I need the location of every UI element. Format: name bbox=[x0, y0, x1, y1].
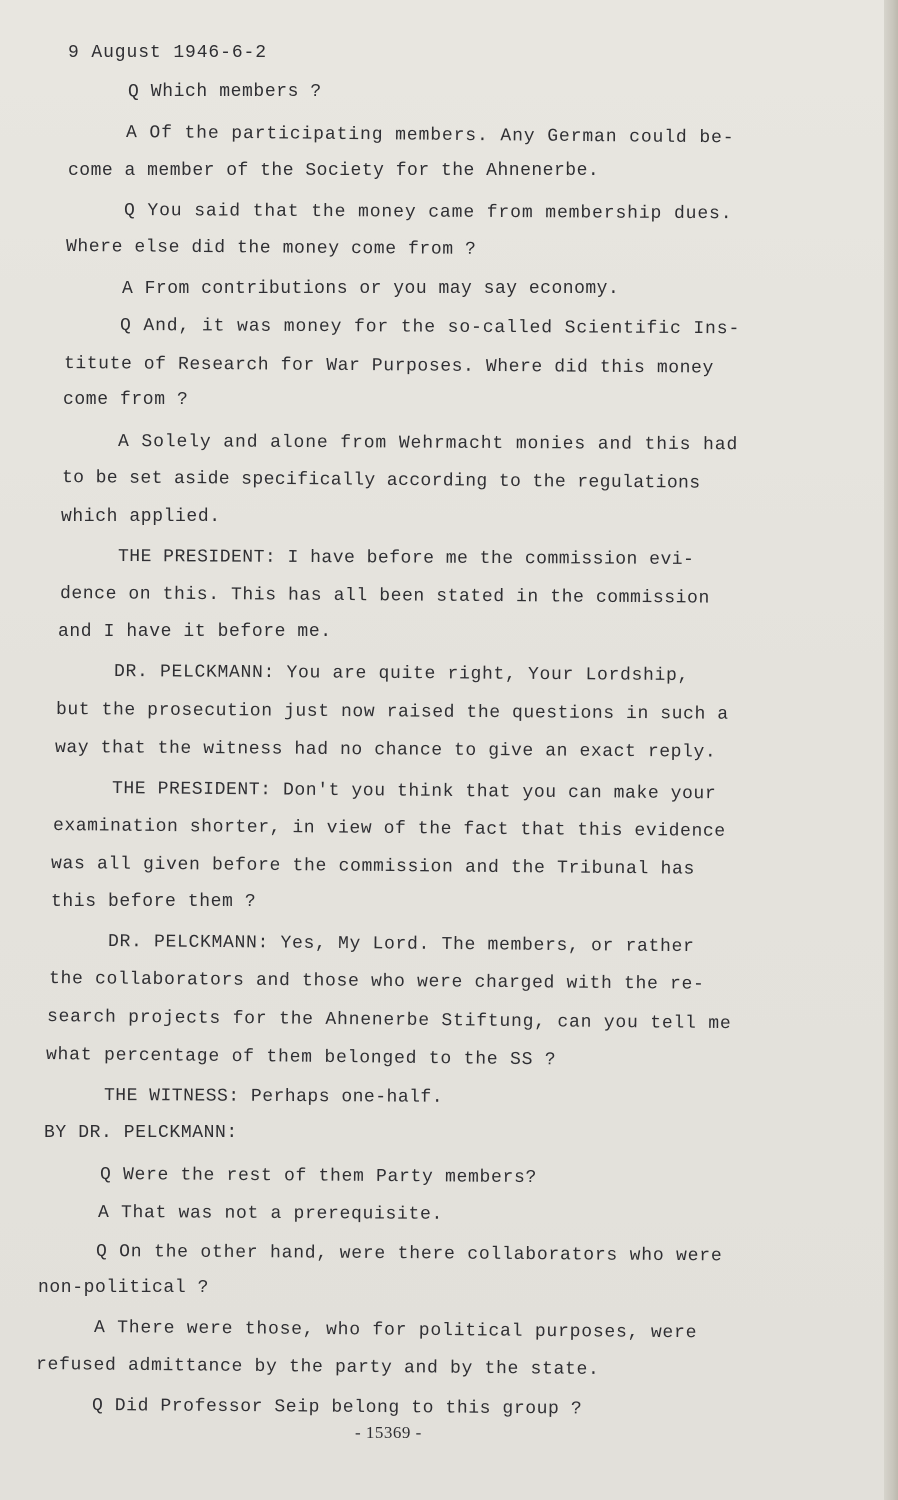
text-line: Q And, it was money for the so-called Scientific Ins- bbox=[119, 316, 741, 340]
text-line: A Solely and alone from Wehrmacht monies and this had bbox=[117, 432, 739, 456]
text-line: refused admittance by the party and by the state. bbox=[35, 1355, 600, 1380]
text-line: was all given before the commission and the Tribunal has bbox=[50, 854, 696, 880]
text-line: come a member of the Society for the Ahnenerbe. bbox=[68, 161, 600, 181]
text-line: Q Did Professor Seip belong to this group ? bbox=[91, 1396, 583, 1420]
document-header: 9 August 1946-6-2 bbox=[68, 43, 267, 63]
text-line: Q Were the rest of them Party members? bbox=[99, 1165, 538, 1189]
text-line: way that the witness had no chance to give an exact reply. bbox=[54, 738, 717, 763]
text-line: to be set aside specifically according to the regulations bbox=[61, 468, 701, 494]
text-line: THE PRESIDENT: I have before me the commission evi- bbox=[117, 547, 695, 571]
text-line: titute of Research for War Purposes. Where did this money bbox=[63, 354, 714, 379]
text-line: DR. PELCKMANN: Yes, My Lord. The members, or rather bbox=[107, 932, 695, 958]
text-line: A From contributions or you may say economy. bbox=[122, 279, 620, 299]
text-line: this before them ? bbox=[51, 892, 257, 912]
text-line: Q You said that the money came from membership dues. bbox=[123, 201, 733, 225]
text-line: A Of the participating members. Any German could be- bbox=[125, 123, 735, 149]
text-line: and I have it before me. bbox=[58, 622, 332, 642]
text-line: A There were those, who for political purposes, were bbox=[93, 1318, 698, 1344]
text-line: examination shorter, in view of the fact that this evidence bbox=[52, 816, 726, 842]
text-line: Q Which members ? bbox=[128, 82, 322, 102]
page-edge-shadow bbox=[884, 0, 898, 1500]
text-line: DR. PELCKMANN: You are quite right, Your Lordship, bbox=[113, 662, 690, 687]
text-line: but the prosecution just now raised the questions in such a bbox=[55, 700, 729, 725]
page-number: - 15369 - bbox=[355, 1423, 422, 1442]
text-line: Where else did the money come from ? bbox=[65, 237, 477, 260]
text-line: search projects for the Ahnenerbe Stiftung, can you tell me bbox=[46, 1007, 732, 1035]
text-line: Q On the other hand, were there collaborators who were bbox=[95, 1242, 723, 1267]
text-line: BY DR. PELCKMANN: bbox=[44, 1123, 238, 1143]
text-line: A That was not a prerequisite. bbox=[97, 1203, 444, 1225]
text-line: THE WITNESS: Perhaps one-half. bbox=[103, 1086, 444, 1108]
text-line: come from ? bbox=[63, 390, 189, 410]
text-line: the collaborators and those who were charged with the re- bbox=[48, 969, 705, 995]
text-line: non-political ? bbox=[38, 1278, 210, 1298]
text-line: THE PRESIDENT: Don't you think that you can make your bbox=[111, 779, 717, 805]
text-line: dence on this. This has all been stated in the commission bbox=[59, 584, 710, 609]
text-line: which applied. bbox=[61, 507, 221, 527]
text-line: what percentage of them belonged to the SS ? bbox=[45, 1045, 557, 1071]
